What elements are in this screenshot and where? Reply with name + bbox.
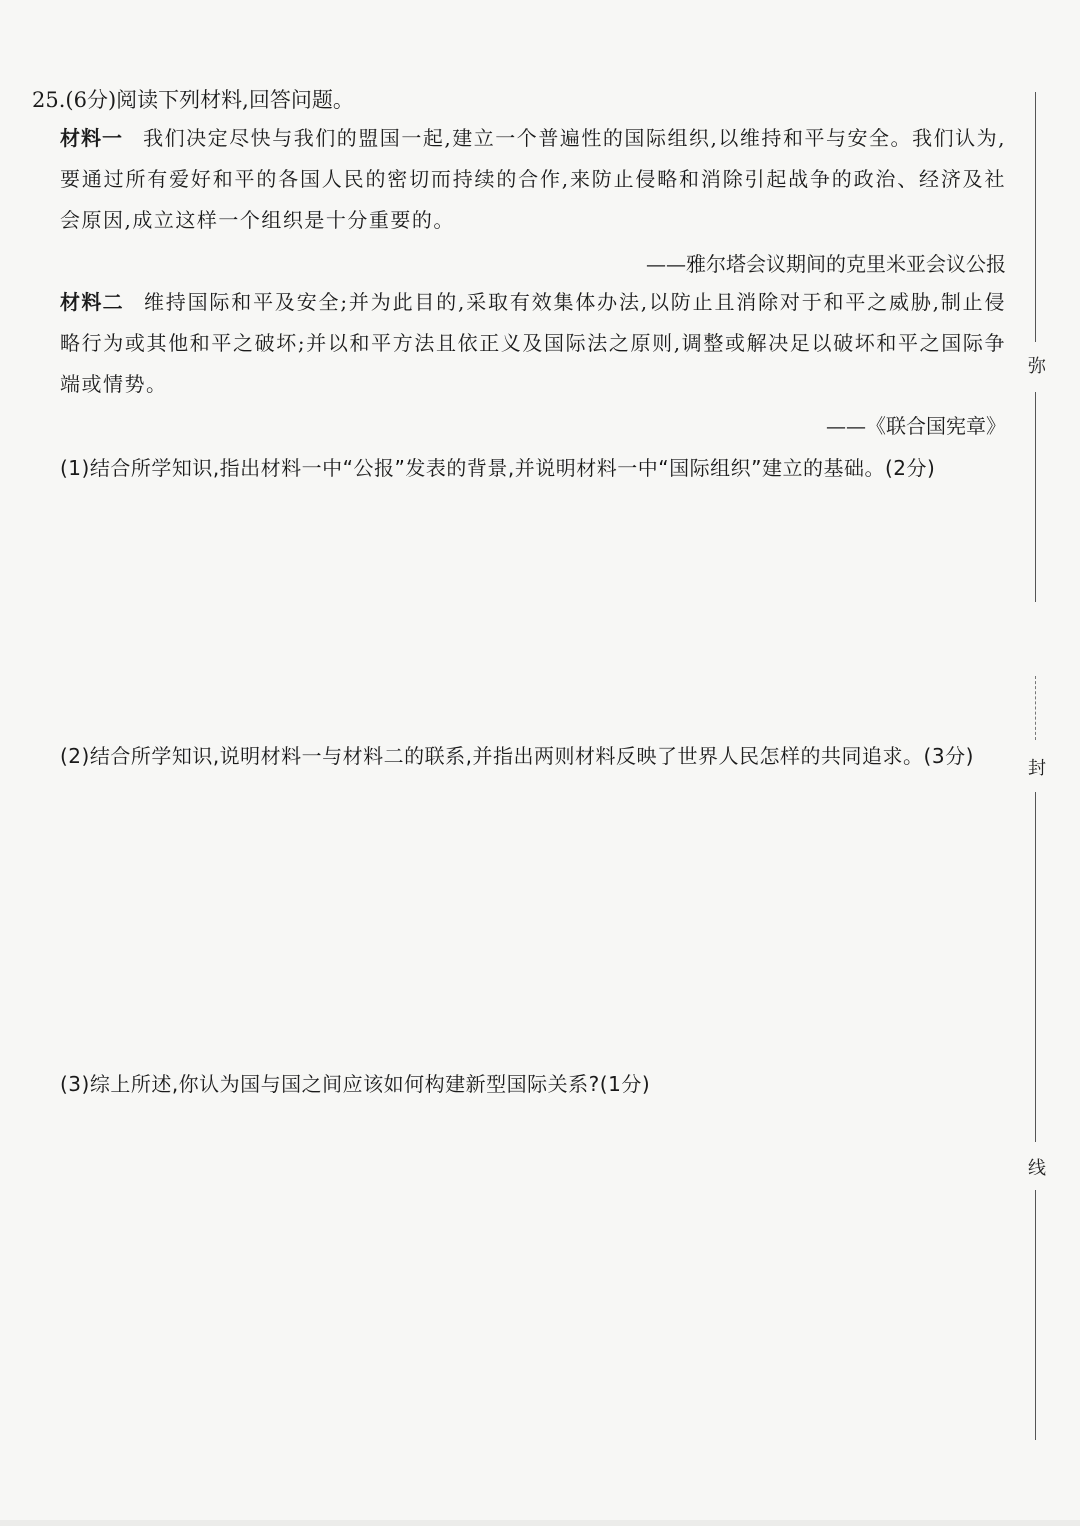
material-one [60, 118, 1006, 241]
margin-line-mid-1 [1035, 392, 1036, 602]
material-two-text: 维持国际和平及安全;并为此目的,采取有效集体办法,以防止且消除对于和平之威胁,制止侵略行为或其他和平之破坏;并以和平方法且依正义及国际法之原则,调整或解决足以破坏和平之国际争端或情势。 [60, 290, 1006, 396]
question-title: 25.(6分)阅读下列材料,回答问题。 [32, 88, 354, 112]
margin-char-xian: 线 [1028, 1158, 1046, 1179]
material-two [60, 282, 1006, 405]
sub-question-1: (1)结合所学知识,指出材料一中“公报”发表的背景,并说明材料一中“国际组织”建立的基础。(2分) [60, 456, 936, 480]
margin-dash-1 [1035, 676, 1036, 740]
margin-char-feng: 封 [1028, 758, 1046, 779]
material-one-text: 我们决定尽快与我们的盟国一起,建立一个普遍性的国际组织,以维持和平与安全。我们认为,要通过所有爱好和平的各国人民的密切而持续的合作,来防止侵略和消除引起战争的政治、经济及社会原因,成立这样一个组织是十分重要的。 [60, 126, 1007, 232]
margin-line-bottom [1035, 1190, 1036, 1440]
page-bottom-band [0, 1520, 1080, 1526]
margin-char-mi: 弥 [1028, 356, 1046, 377]
margin-line-top [1035, 92, 1036, 342]
material-one-label: 材料一 [60, 126, 124, 150]
margin-line-mid-2 [1035, 792, 1036, 1142]
material-two-source: ——《联合国宪章》 [826, 414, 1006, 438]
sub-question-2: (2)结合所学知识,说明材料一与材料二的联系,并指出两则材料反映了世界人民怎样的共同追求。(3分) [60, 744, 974, 768]
material-one-source: ——雅尔塔会议期间的克里米亚会议公报 [646, 252, 1006, 276]
material-two-label: 材料二 [60, 290, 124, 314]
sub-question-3: (3)综上所述,你认为国与国之间应该如何构建新型国际关系?(1分) [60, 1072, 651, 1096]
